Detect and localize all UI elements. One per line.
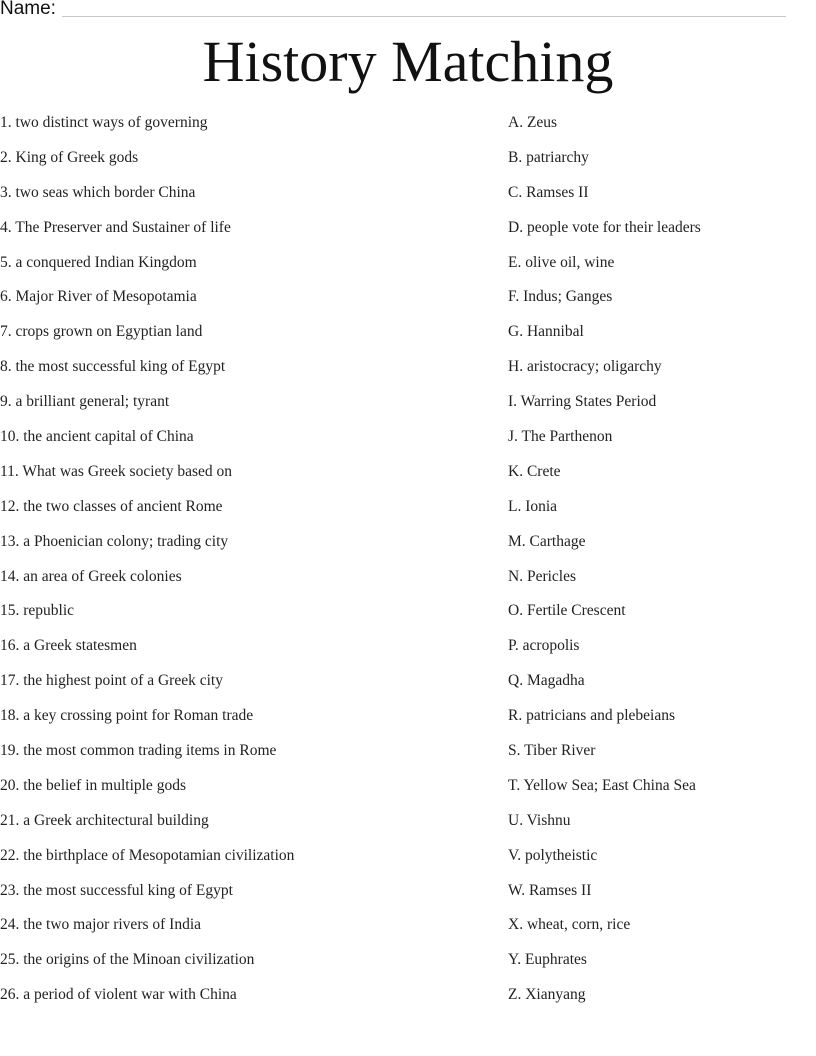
answer-item: Q. Magadha [508, 672, 585, 690]
question-item: 19. the most common trading items in Rome [0, 742, 277, 760]
question-item: 2. King of Greek gods [0, 148, 139, 166]
question-item: 11. What was Greek society based on [0, 462, 233, 480]
answer-item: L. Ionia [508, 497, 558, 515]
question-item: 18. a key crossing point for Roman trade [0, 707, 254, 725]
answer-item: U. Vishnu [508, 811, 571, 829]
answer-item: F. Indus; Ganges [508, 288, 613, 306]
answer-item: N. Pericles [508, 567, 577, 585]
answer-item: C. Ramses II [508, 183, 589, 201]
question-item: 20. the belief in multiple gods [0, 776, 186, 794]
name-row [0, 0, 786, 20]
question-item: 5. a conquered Indian Kingdom [0, 253, 197, 271]
answer-item: Z. Xianyang [508, 986, 586, 1004]
question-item: 3. two seas which border China [0, 183, 196, 201]
questions-column [0, 113, 480, 1020]
answer-item: W. Ramses II [508, 881, 592, 899]
answer-item: G. Hannibal [508, 323, 584, 341]
question-item: 25. the origins of the Minoan civilization [0, 951, 255, 969]
answer-item: E. olive oil, wine [508, 253, 615, 271]
question-item: 6. Major River of Mesopotamia [0, 288, 197, 306]
question-item: 7. crops grown on Egyptian land [0, 323, 203, 341]
question-item: 26. a period of violent war with China [0, 986, 237, 1004]
question-item: 14. an area of Greek colonies [0, 567, 182, 585]
question-item: 22. the birthplace of Mesopotamian civilization [0, 846, 295, 864]
answer-item: H. aristocracy; oligarchy [508, 358, 662, 376]
name-label: Name: [0, 0, 56, 19]
question-item: 9. a brilliant general; tyrant [0, 393, 170, 411]
question-item: 13. a Phoenician colony; trading city [0, 532, 229, 550]
answer-item: K. Crete [508, 462, 561, 480]
question-item: 17. the highest point of a Greek city [0, 672, 223, 690]
question-item: 15. republic [0, 602, 75, 620]
answer-item: S. Tiber River [508, 742, 596, 760]
question-item: 16. a Greek statesmen [0, 637, 137, 655]
answer-item: J. The Parthenon [508, 428, 613, 446]
question-item: 12. the two classes of ancient Rome [0, 497, 223, 515]
answer-item: V. polytheistic [508, 846, 598, 864]
question-item: 21. a Greek architectural building [0, 811, 209, 829]
question-item: 4. The Preserver and Sustainer of life [0, 218, 231, 236]
question-item: 8. the most successful king of Egypt [0, 358, 226, 376]
answer-item: X. wheat, corn, rice [508, 916, 631, 934]
answer-item: D. people vote for their leaders [508, 218, 701, 236]
answer-item: Y. Euphrates [508, 951, 587, 969]
page-title: History Matching [202, 29, 614, 94]
question-item: 23. the most successful king of Egypt [0, 881, 233, 899]
answer-item: M. Carthage [508, 532, 586, 550]
answer-item: P. acropolis [508, 637, 580, 655]
answer-item: A. Zeus [508, 114, 558, 131]
answer-item: T. Yellow Sea; East China Sea [508, 776, 696, 794]
answers-column [508, 113, 808, 1020]
question-item: 24. the two major rivers of India [0, 916, 202, 934]
answer-item: B. patriarchy [508, 148, 589, 166]
answer-item: I. Warring States Period [508, 393, 657, 411]
name-line [62, 16, 786, 17]
question-item: 1. two distinct ways of governing [0, 114, 208, 131]
answer-item: O. Fertile Crescent [508, 602, 626, 620]
question-item: 10. the ancient capital of China [0, 428, 194, 446]
answer-item: R. patricians and plebeians [508, 707, 676, 725]
